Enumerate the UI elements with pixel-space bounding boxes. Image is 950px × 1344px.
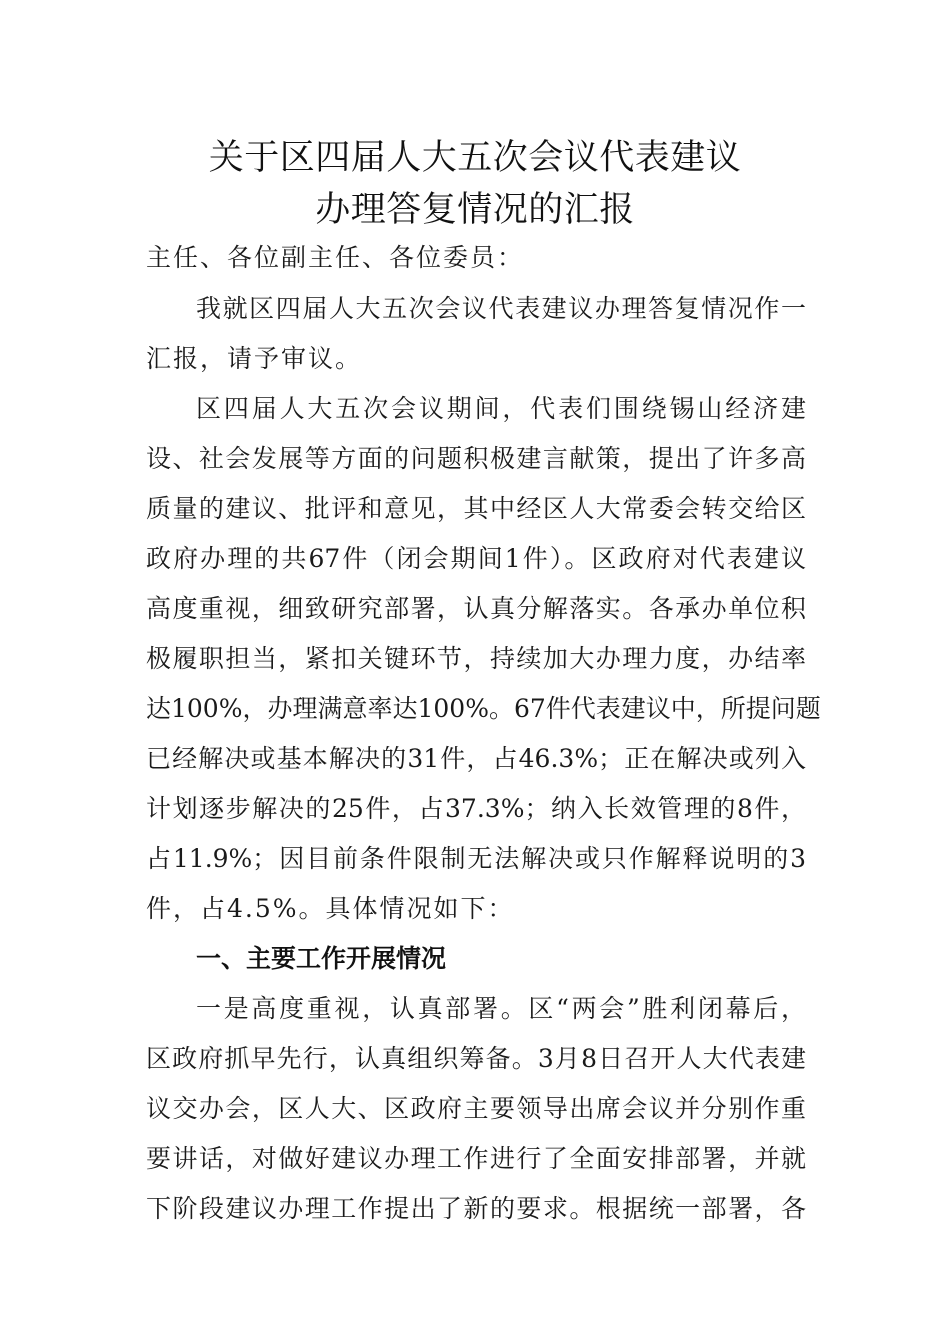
paragraph-3-line-2: 区政府抓早先行，认真组织筹备。3月8日召开人大代表建 <box>146 1044 806 1073</box>
paragraph-1-line-2: 汇报，请予审议。 <box>146 344 363 373</box>
paragraph-2-line-10: 占11.9%；因目前条件限制无法解决或只作解释说明的3 <box>146 844 806 873</box>
salutation: 主任、各位副主任、各位委员： <box>146 243 525 272</box>
paragraph-2-line-4: 政府办理的共67件（闭会期间1件）。区政府对代表建议 <box>146 544 806 573</box>
paragraph-2-line-7: 达100%，办理满意率达100%。67件代表建议中，所提问题 <box>146 694 821 723</box>
paragraph-3-line-4: 要讲话，对做好建议办理工作进行了全面安排部署，并就 <box>146 1144 806 1173</box>
paragraph-2-line-8: 已经解决或基本解决的31件，占46.3%；正在解决或列入 <box>146 744 806 773</box>
paragraph-2-line-5: 高度重视，细致研究部署，认真分解落实。各承办单位积 <box>146 594 806 623</box>
paragraph-2-line-1: 区四届人大五次会议期间，代表们围绕锡山经济建 <box>196 394 806 423</box>
section-1-heading: 一、主要工作开展情况 <box>196 944 447 973</box>
paragraph-2-line-2: 设、社会发展等方面的问题积极建言献策，提出了许多高 <box>146 444 806 473</box>
paragraph-1-line-1: 我就区四届人大五次会议代表建议办理答复情况作一 <box>196 294 806 323</box>
paragraph-3-line-1: 一是高度重视，认真部署。区“两会”胜利闭幕后， <box>196 994 806 1023</box>
paragraph-2-line-6: 极履职担当，紧扣关键环节，持续加大办理力度，办结率 <box>146 644 806 673</box>
paragraph-2-line-11: 件，占4.5%。具体情况如下： <box>146 894 515 923</box>
document-title-line-1: 关于区四届人大五次会议代表建议 <box>208 138 742 178</box>
paragraph-2-line-3: 质量的建议、批评和意见，其中经区人大常委会转交给区 <box>146 494 806 523</box>
paragraph-2-line-9: 计划逐步解决的25件，占37.3%；纳入长效管理的8件， <box>146 794 806 823</box>
paragraph-3-line-5: 下阶段建议办理工作提出了新的要求。根据统一部署，各 <box>146 1194 806 1223</box>
document-title-line-2: 办理答复情况的汇报 <box>315 190 635 230</box>
paragraph-3-line-3: 议交办会，区人大、区政府主要领导出席会议并分别作重 <box>146 1094 806 1123</box>
